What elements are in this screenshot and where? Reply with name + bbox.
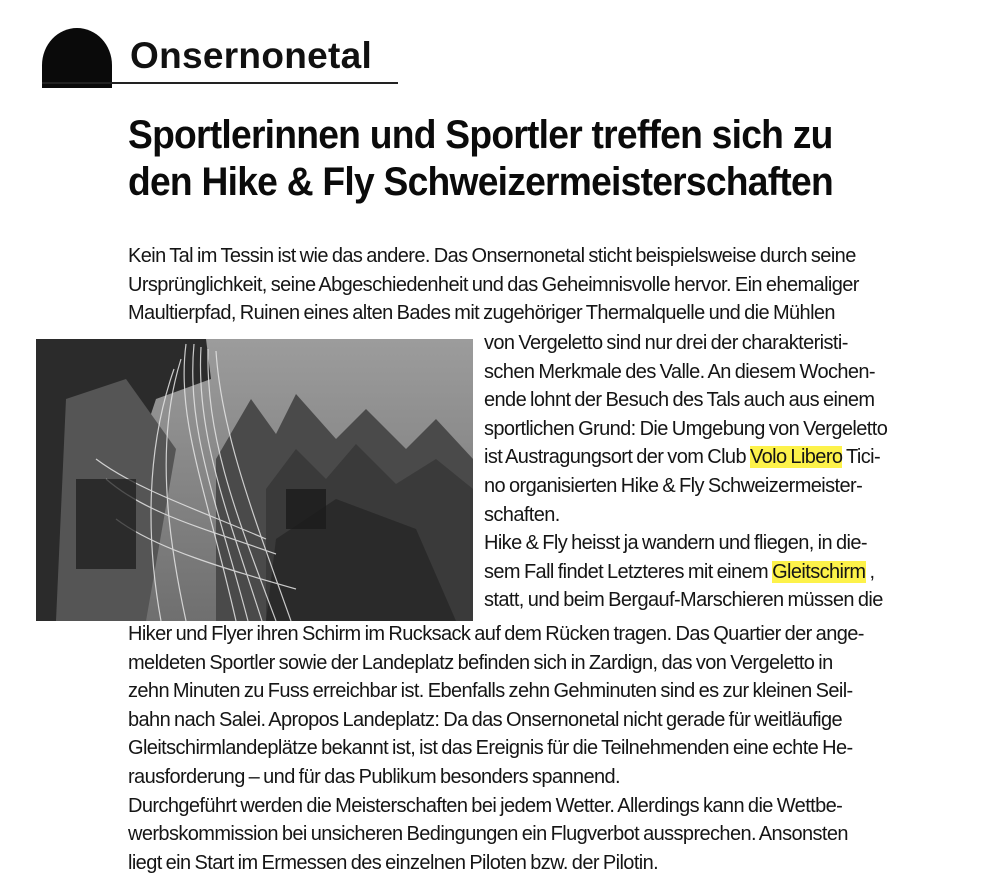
text-line: rausforderung – und für das Publikum besonders spannend.	[128, 765, 620, 788]
text-line: bahn nach Salei. Apropos Landeplatz: Da das Onsernonetal nicht gerade für weitläufige	[128, 708, 843, 731]
text-line: Hike & Fly heisst ja wandern und fliegen, in die-	[484, 532, 867, 555]
text-line: schaften.	[484, 503, 560, 526]
text-line: Durchgeführt werden die Meisterschaften bei jedem Wetter. Allerdings kann die Wettbe-	[128, 794, 843, 817]
article-headline	[128, 112, 891, 206]
text-line	[484, 443, 887, 472]
body-paragraph	[128, 620, 864, 877]
headline-line: den Hike & Fly Schweizermeisterschaften	[128, 160, 833, 204]
section-rule	[42, 82, 398, 84]
text-line: liegt ein Start im Ermessen des einzelnen Piloten bzw. der Pilotin.	[128, 851, 659, 874]
highlight-gleitschirm: Gleitschirm	[772, 560, 866, 583]
headline-line: Sportlerinnen und Sportler treffen sich zu	[128, 113, 833, 157]
highlight-volo-libero: Volo Libero	[749, 446, 843, 469]
text-line: statt, und beim Bergauf-Marschieren müssen die	[484, 589, 883, 612]
text-line: zehn Minuten zu Fuss erreichbar ist. Ebenfalls zehn Gehminuten sind es zur kleinen Seil-	[128, 680, 853, 703]
text-line: Ursprünglichkeit, seine Abgeschiedenheit und das Geheimnisvolle hervor. Ein ehemaliger	[128, 273, 859, 296]
text-line: no organisierten Hike & Fly Schweizermeister-	[484, 474, 863, 497]
paraglider-photo	[36, 339, 473, 621]
intro-paragraph	[128, 242, 859, 328]
side-paragraph	[484, 329, 887, 615]
text-line: von Vergeletto sind nur drei der charakteristi-	[484, 332, 848, 354]
text-fragment: ist Austragungsort der vom Club	[484, 446, 750, 469]
section-title: Onsernonetal	[130, 35, 373, 76]
text-fragment: ,	[865, 560, 875, 583]
text-line: werbskommission bei unsicheren Bedingungen ein Flugverbot aussprechen. Ansonsten	[128, 823, 848, 846]
text-line	[484, 558, 887, 587]
text-fragment: sem Fall findet Letzteres mit einem	[484, 560, 773, 583]
text-line: sportlichen Grund: Die Umgebung von Vergeletto	[484, 417, 888, 440]
text-line: Gleitschirmlandeplätze bekannt ist, ist das Ereignis für die Teilnehmenden eine echte He-	[128, 737, 853, 760]
paraglider-lines-photo-icon	[36, 339, 473, 621]
text-line: meldeten Sportler sowie der Landeplatz befinden sich in Zardign, das von Vergeletto in	[128, 651, 833, 674]
text-line: ende lohnt der Besuch des Tals auch aus einem	[484, 389, 875, 412]
text-line: Hiker und Flyer ihren Schirm im Rucksack auf dem Rücken tragen. Das Quartier der ange-	[128, 623, 864, 645]
text-line: schen Merkmale des Valle. An diesem Wochen-	[484, 360, 875, 383]
text-line: Kein Tal im Tessin ist wie das andere. Das Onsernonetal sticht beispielsweise durch seine	[128, 245, 856, 267]
text-line: Maultierpfad, Ruinen eines alten Bades mit zugehöriger Thermalquelle und die Mühlen	[128, 302, 835, 325]
text-fragment: Tici-	[842, 446, 881, 469]
section-marker-shape	[42, 28, 112, 88]
